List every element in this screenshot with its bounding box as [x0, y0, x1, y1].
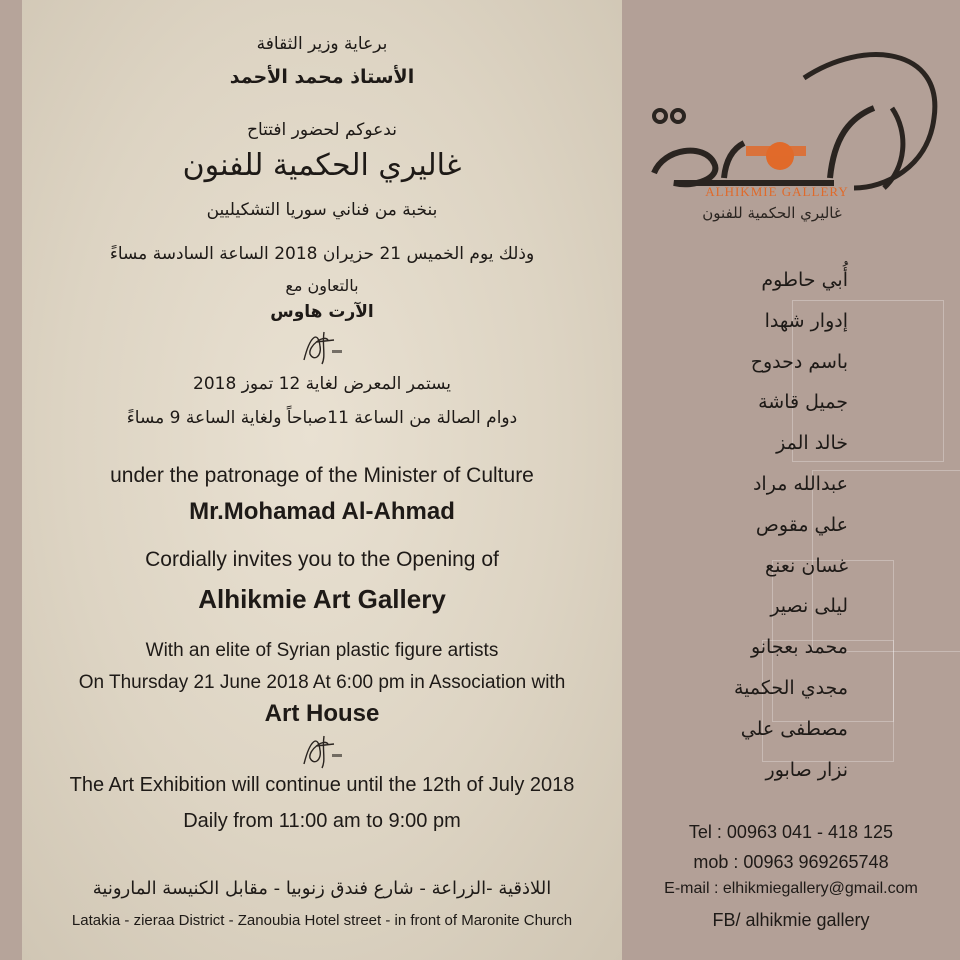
art-house-signature-logo-2 [300, 730, 344, 770]
artist-name: عبدالله مراد [752, 472, 848, 495]
contact-tel: Tel : 00963 041 - 418 125 [688, 822, 894, 842]
artist-name: باسم دحدوح [750, 350, 848, 373]
artist-name: ليلى نصير [770, 595, 848, 618]
artists-panel [622, 0, 960, 960]
arabic-elite: بنخبة من فناني سوريا التشكيليين [206, 200, 438, 220]
left-border-stripe [0, 0, 22, 960]
arabic-address: اللاذقية -الزراعة - شارع فندق زنوبيا - مقابل الكنيسة المارونية [92, 878, 552, 899]
english-address: Latakia - zieraa District - Zanoubia Hotel street - in front of Maronite Church [71, 912, 573, 929]
artist-name: أُبي حاطوم [761, 269, 848, 291]
artist-name: إدوار شهدا [764, 309, 848, 332]
arabic-hours: دوام الصالة من الساعة 11صباحاً ولغاية الساعة 9 مساءً [126, 408, 518, 428]
contact-email: E-mail : elhikmiegallery@gmail.com [664, 880, 918, 897]
contact-facebook: FB/ alhikmie gallery [712, 910, 870, 930]
english-date: On Thursday 21 June 2018 At 6:00 pm in Association with [78, 672, 566, 693]
art-house-signature-logo [300, 326, 344, 366]
artist-name: مجدي الحكمية [733, 676, 848, 699]
artists-list [648, 260, 848, 790]
english-invite: Cordially invites you to the Opening of [145, 548, 499, 571]
arabic-gallery-name: غاليري الحكمية للفنون [182, 148, 462, 183]
arabic-cooperation: بالتعاون مع [285, 276, 359, 295]
artist-name: مصطفى علي [740, 717, 848, 740]
logo-latin-text: ALHIKMIE GALLERY [705, 184, 849, 199]
artist-name: خالد المز [776, 432, 848, 455]
english-partner: Art House [264, 700, 380, 727]
artist-name: نزار صابور [765, 758, 848, 781]
arabic-invite: ندعوكم لحضور افتتاح [247, 120, 397, 140]
arabic-continue: يستمر المعرض لغاية 12 تموز 2018 [193, 374, 451, 394]
english-hours: Daily from 11:00 am to 9:00 pm [183, 810, 461, 832]
english-patronage: under the patronage of the Minister of Culture [110, 464, 534, 487]
logo-arabic-text: غاليري الحكمية للفنون [702, 204, 842, 222]
artist-name: علي مقوص [755, 513, 848, 536]
english-minister: Mr.Mohamad Al-Ahmad [189, 498, 455, 525]
english-elite: With an elite of Syrian plastic figure artists [145, 640, 499, 661]
english-continue: The Art Exhibition will continue until the 12th of July 2018 [69, 774, 575, 796]
arabic-partner: الآرت هاوس [270, 302, 374, 322]
artist-name: جميل قاشة [758, 391, 848, 414]
artist-name: محمد بعجانو [750, 636, 848, 659]
arabic-patronage: برعاية وزير الثقافة [256, 34, 388, 54]
artist-name: غسان نعنع [765, 554, 848, 577]
english-gallery-name: Alhikmie Art Gallery [198, 584, 446, 614]
arabic-date: وذلك يوم الخميس 21 حزيران 2018 الساعة السادسة مساءً [109, 244, 535, 264]
arabic-minister: الأستاذ محمد الأحمد [229, 66, 415, 88]
contact-mob: mob : 00963 969265748 [693, 852, 889, 872]
